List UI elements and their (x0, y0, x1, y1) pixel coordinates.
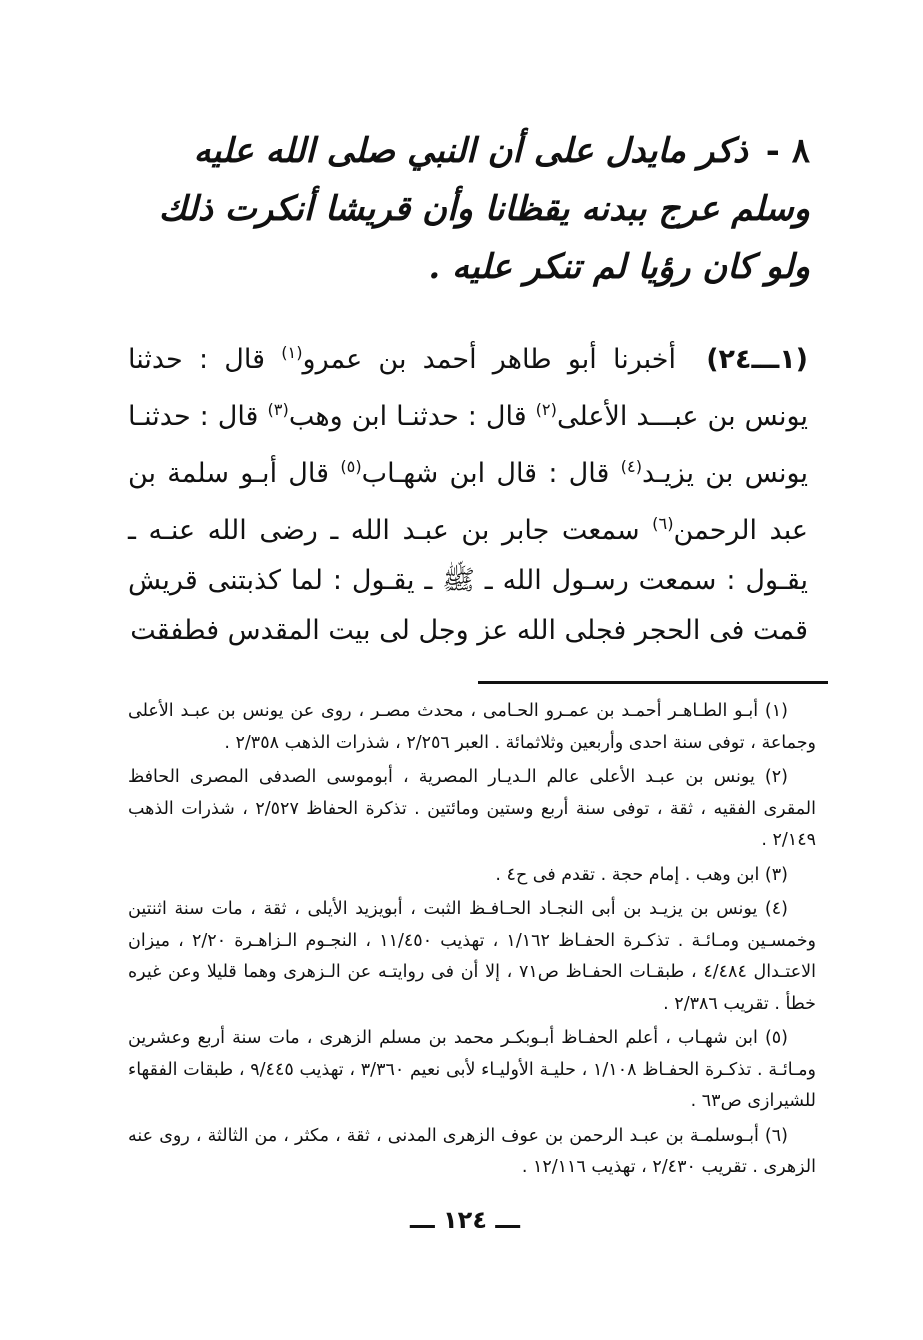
footnote-1: (١) أبـو الطـاهـر أحمـد بن عمـرو الحـامى ، محدث مصـر ، روى عن يونس بن عبـد الأعلى وجماعة ، توفى سنة احدى وأربعين وثلاثمائة . العبر ٢/٢٥٦ ، شذرات الذهب ٢/٣٥٨ . (128, 701, 816, 753)
hadith-text-segment: قال : حدثنـا ابن وهب (288, 401, 527, 432)
hadith-number: (١ـــ٢٤) (706, 344, 809, 375)
footnote-5: (٥) ابن شهـاب ، أعلم الحفـاظ أبـوبكـر محمد بن مسلم الزهرى ، مات سنة أربع وعشرين ومـائـة . تذكـرة الحفـاظ ١/١٠٨ ، حليـة الأوليـاء لأبى نعيم ٣/٣٦٠ ، تهذيب ٩/٤٤٥ ، طبقات الفقهاء للشيرازى ص٦٣ . (128, 1028, 817, 1111)
footnote-6: (٦) أبـوسلمـة بن عبـد الرحمن بن عوف الزهرى المدنى ، ثقة ، مكثر ، من الثالثة ، روى عنه الزهرى . تقريب ٢/٤٣٠ ، تهذيب ١٢/١١٦ . (128, 1125, 816, 1177)
hadith-text-segment: قال : حدثنـا يونس بن يزيـد (128, 401, 808, 489)
hadith-text (128, 328, 808, 656)
chapter-heading (150, 122, 810, 296)
hadith-text-segment: قال : قال ابن شهـاب (361, 458, 610, 489)
footnote-4: (٤) يونس بن يزيـد بن أبى النجـاد الحـافـظ الثبت ، أبويزيد الأيلى ، ثقة ، مات سنة اثنتين وخمسـين ومـائـة . تذكـرة الحفـاظ ١/١٦٢ ، تهذيب ١١/٤٥٠ ، النجـوم الـزاهـرة ٢/٢٠ ، ميزان الاعتـدال ٤/٤٨٤ ، طبقـات الحفـاظ ص٧١ ، إلا أن فى روايتـه عن الـزهرى وهما قليلا وعن غيره خطأ . تقريب ٢/٣٨٦ . (128, 899, 816, 1014)
hadith-text-segment: أخبرنا أبو طاهر أحمد بن عمرو (302, 344, 676, 375)
hadith-text-segment: سمعت جابر بن عبـد الله ـ رضى الله عنـه ـ يقـول : سمعت رسـول الله ـ ﷺ ـ يقـول : لما كذبتنى قريش قمت فى الحجر فجلى الله عز وجل لى بيت المقدس فطفقت (128, 515, 808, 646)
footnotes (128, 696, 816, 1187)
page-number: ـــ ١٢٤ ـــ (410, 1206, 520, 1234)
footnote-2: (٢) يونس بن عبـد الأعلى عالم الـديـار المصرية ، أبوموسى الصدفى المصرى الحافظ المقرى الفقيه ، ثقة ، توفى سنة أربع وستين ومائتين . تذكرة الحفاظ ٢/٥٢٧ ، شذرات الذهب ٢/١٤٩ . (128, 767, 817, 850)
footnote-ref[interactable]: (٤) (620, 457, 643, 476)
footnote-ref[interactable]: (٣) (267, 400, 289, 419)
footnote-ref[interactable]: (٦) (652, 514, 674, 533)
footnote-separator (478, 681, 828, 684)
hadith-text-segment: قال أبـو سلمة بن عبد الرحمن (128, 458, 808, 546)
footnote-ref[interactable]: (١) (281, 343, 303, 362)
footnote-ref[interactable]: (٥) (340, 457, 362, 476)
chapter-number: ٨ - (765, 131, 810, 171)
chapter-title: ذكر مايدل على أن النبي صلى الله عليه وسلم عرج ببدنه يقظانا وأن قريشا أنكرت ذلك ولو كان رؤيا لم تنكر عليه . (158, 131, 810, 287)
footnote-3: (٣) ابن وهب . إمام حجة . تقدم فى ح٤ . (495, 864, 788, 885)
footnote-ref[interactable]: (٢) (535, 400, 557, 419)
hadith-text-segment: قال : حدثنا يونس بن عبـــد الأعلى (128, 344, 808, 432)
